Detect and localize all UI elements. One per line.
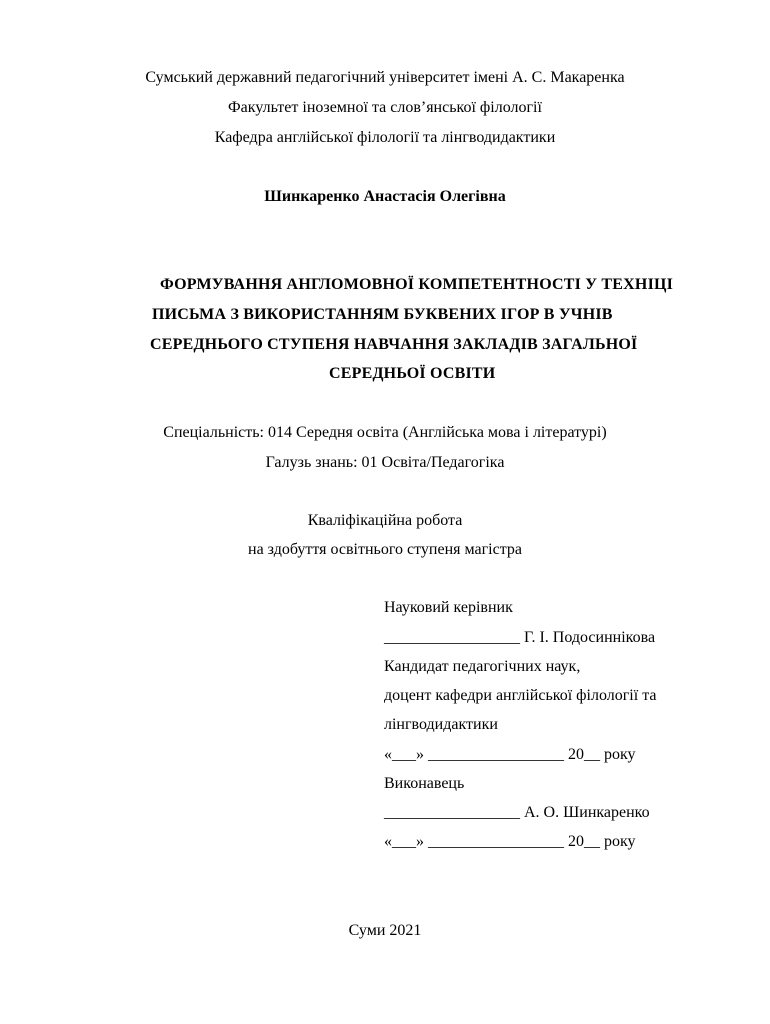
supervisor-date: «___» _________________ 20__ року	[384, 746, 636, 763]
department-name: Кафедра англійської філології та лінгводидактики	[214, 129, 556, 146]
author-name: Шинкаренко Анастасія Олегівна	[264, 188, 506, 205]
city-year: Суми 2021	[348, 922, 422, 939]
thesis-title-line-3: СЕРЕДНЬОГО СТУПЕНЯ НАВЧАННЯ ЗАКЛАДІВ ЗАГАЛЬНОЇ	[150, 336, 638, 353]
executor-date: «___» _________________ 20__ року	[384, 833, 636, 850]
executor-signature: _________________ А. О. Шинкаренко	[384, 804, 650, 821]
thesis-title-line-4: СЕРЕДНЬОЇ ОСВІТИ	[329, 365, 496, 382]
faculty-name: Факультет іноземної та слов’янської філології	[228, 99, 542, 116]
supervisor-position-cont: лінгводидактики	[384, 716, 498, 733]
thesis-title-line-1: ФОРМУВАННЯ АНГЛОМОВНОЇ КОМПЕТЕНТНОСТІ У ТЕХНІЦІ	[160, 276, 674, 293]
field-of-knowledge: Галузь знань: 01 Освіта/Педагогіка	[265, 454, 505, 471]
executor-label: Виконавець	[384, 775, 465, 792]
thesis-title-line-2: ПИСЬМА З ВИКОРИСТАННЯМ БУКВЕНИХ ІГОР В УЧНІВ	[152, 306, 613, 323]
supervisor-position: доцент кафедри англійської філології та	[384, 687, 657, 704]
supervisor-label: Науковий керівник	[384, 599, 513, 616]
degree: на здобуття освітнього ступеня магістра	[248, 541, 522, 558]
supervisor-signature: _________________ Г. І. Подосиннікова	[384, 629, 656, 646]
specialty: Спеціальність: 014 Середня освіта (Англійська мова і літературі)	[163, 424, 607, 441]
university-name: Сумський державний педагогічний університет імені А. С. Макаренка	[145, 69, 625, 86]
supervisor-rank: Кандидат педагогічних наук,	[384, 658, 581, 675]
work-type: Кваліфікаційна робота	[307, 512, 463, 529]
